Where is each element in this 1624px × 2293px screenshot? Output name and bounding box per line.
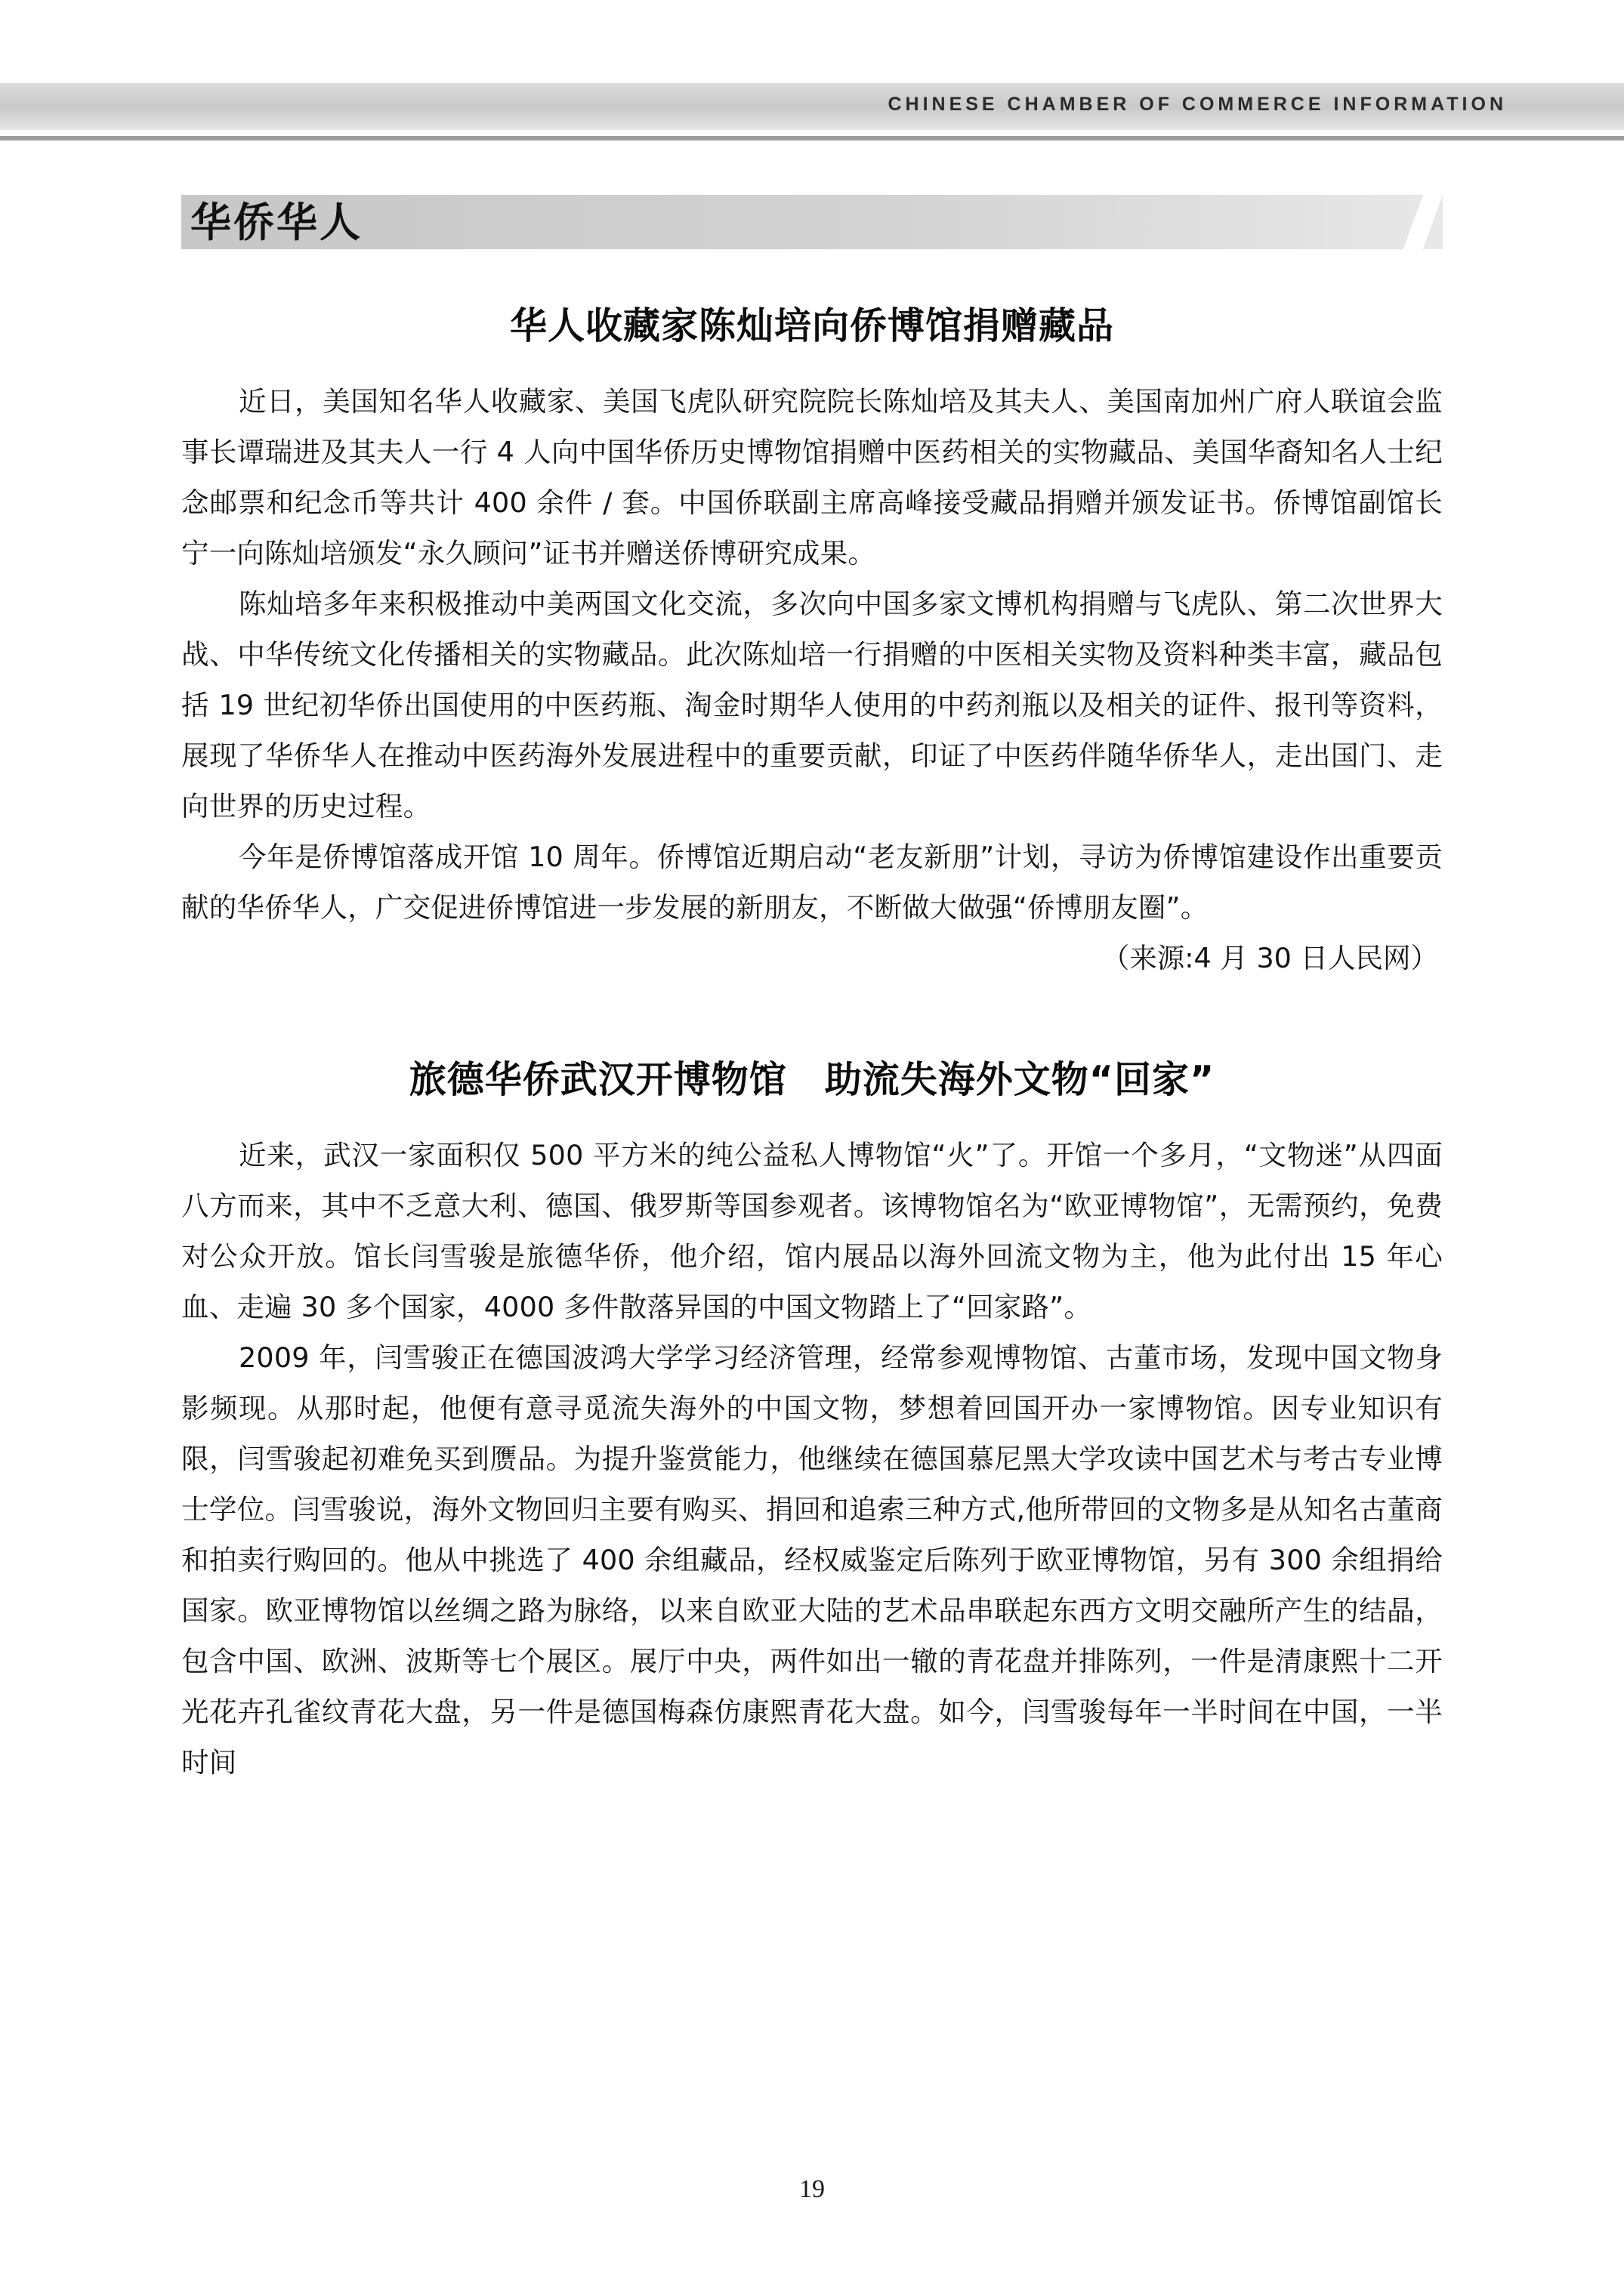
article-2-paragraph-2: 2009 年，闫雪骏正在德国波鸿大学学习经济管理，经常参观博物馆、古董市场，发现中国文物身影频现。从那时起，他便有意寻觅流失海外的中国文物，梦想着回国开办一家博物馆。因专业知识有限，闫雪骏起初难免买到赝品。为提升鉴赏能力，他继续在德国慕尼黑大学攻读中国艺术与考古专业博士学位。闫雪骏说，海外文物回归主要有购买、捐回和追索三种方式,他所带回的文物多是从知名古董商和拍卖行购回的。他从中挑选了 400 余组藏品，经权威鉴定后陈列于欧亚博物馆，另有 300 余组捐给国家。欧亚博物馆以丝绸之路为脉络，以来自欧亚大陆的艺术品串联起东西方文明交融所产生的结晶，包含中国、欧洲、波斯等七个展区。展厅中央，两件如出一辙的青花盘并排陈列，一件是清康熙十二开光花卉孔雀纹青花大盘，另一件是德国梅森仿康熙青花大盘。如今，闫雪骏每年一半时间在中国，一半时间	[181, 1341, 1443, 1779]
article-content	[181, 302, 1443, 1788]
article-1-paragraph-1: 近日，美国知名华人收藏家、美国飞虎队研究院院长陈灿培及其夫人、美国南加州广府人联谊会监事长谭瑞进及其夫人一行 4 人向中国华侨历史博物馆捐赠中医药相关的实物藏品、美国华裔知名人士纪念邮票和纪念币等共计 400 余件 / 套。中国侨联副主席高峰接受藏品捐赠并颁发证书。侨博馆副馆长宁一向陈灿培颁发“永久顾问”证书并赠送侨博研究成果。	[181, 385, 1443, 569]
article-1-paragraph-2: 陈灿培多年来积极推动中美两国文化交流，多次向中国多家文博机构捐赠与飞虎队、第二次世界大战、中华传统文化传播相关的实物藏品。此次陈灿培一行捐赠的中医相关实物及资料种类丰富，藏品包括 19 世纪初华侨出国使用的中医药瓶、淘金时期华人使用的中药剂瓶以及相关的证件、报刊等资料，展现了华侨华人在推动中医药海外发展进程中的重要贡献，印证了中医药伴随华侨华人，走出国门、走向世界的历史过程。	[181, 588, 1443, 822]
article-2-title: 旅德华侨武汉开博物馆 助流失海外文物“回家”	[409, 1058, 1215, 1101]
section-header-bar	[181, 195, 1443, 249]
article-1-paragraph-3: 今年是侨博馆落成开馆 10 周年。侨博馆近期启动“老友新朋”计划，寻访为侨博馆建设作出重要贡献的华侨华人，广交促进侨博馆进一步发展的新朋友，不断做大做强“侨博朋友圈”。	[181, 841, 1443, 924]
article-1-title: 华人收藏家陈灿培向侨博馆捐赠藏品	[509, 304, 1114, 347]
section-title: 华侨华人	[190, 199, 363, 246]
header-divider-rule	[0, 136, 1624, 140]
running-header-text: CHINESE CHAMBER OF COMMERCE INFORMATION	[888, 94, 1507, 115]
article-2-paragraph-1: 近来，武汉一家面积仅 500 平方米的纯公益私人博物馆“火”了。开馆一个多月，“文物迷”从四面八方而来，其中不乏意大利、德国、俄罗斯等国参观者。该博物馆名为“欧亚博物馆”，无需预约，免费对公众开放。馆长闫雪骏是旅德华侨，他介绍，馆内展品以海外回流文物为主，他为此付出 15 年心血、走遍 30 多个国家，4000 多件散落异国的中国文物踏上了“回家路”。	[181, 1139, 1443, 1323]
article-1-source: （来源:4 月 30 日人民网）	[1101, 942, 1438, 974]
page-number: 19	[799, 2175, 825, 2203]
